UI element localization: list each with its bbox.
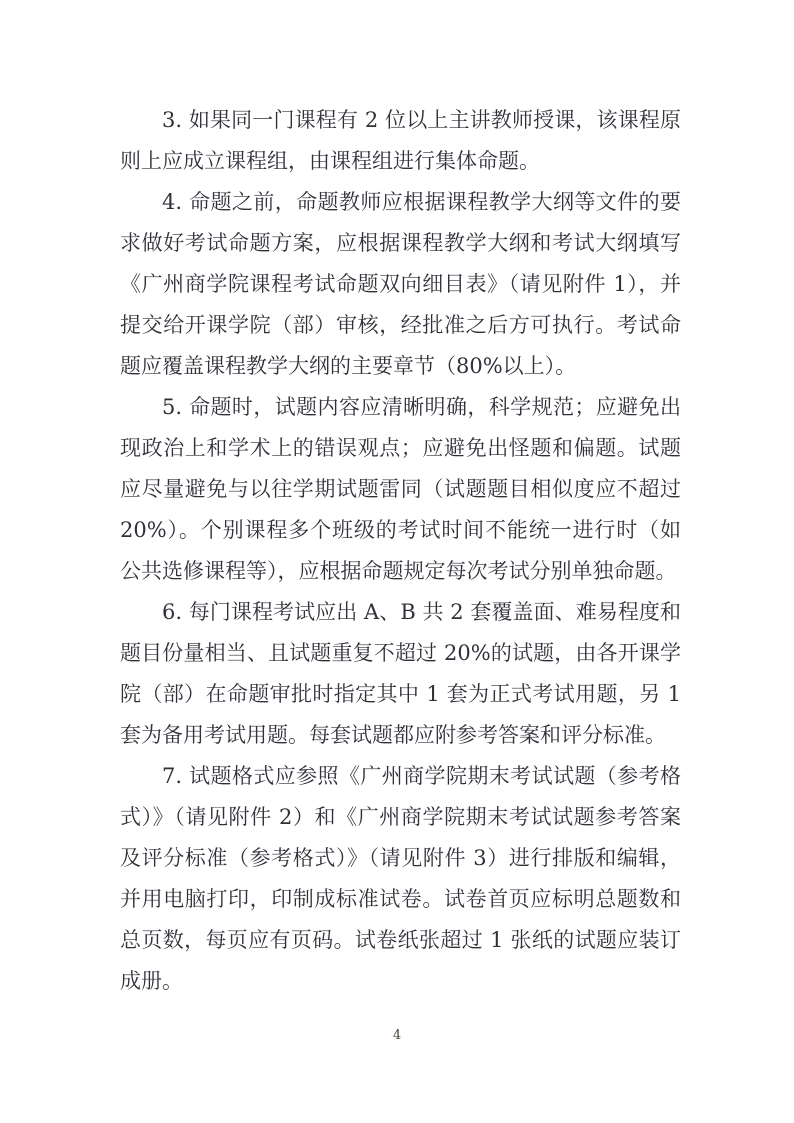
document-body [120, 100, 681, 1002]
page-footer [0, 1024, 794, 1044]
paragraph-item-5: 5. 命题时，试题内容应清晰明确，科学规范；应避免出现政治上和学术上的错误观点；应避免出怪题和偏题。试题应尽量避免与以往学期试题雷同（试题题目相似度应不超过 20%）。个别课程多个班级的考试时间不能统一进行时（如公共选修课程等），应根据命题规定每次考试分别单独命题。 [120, 395, 681, 583]
paragraph-item-6: 6. 每门课程考试应出 A、B 共 2 套覆盖面、难易程度和题目份量相当、且试题重复不超过 20%的试题，由各开课学院（部）在命题审批时指定其中 1 套为正式考试用题，另 1 套为备用考试用题。每套试题都应附参考答案和评分标准。 [120, 600, 681, 747]
paragraph-item-4: 4. 命题之前，命题教师应根据课程教学大纲等文件的要求做好考试命题方案，应根据课程教学大纲和考试大纲填写《广州商学院课程考试命题双向细目表》（请见附件 1），并提交给开课学院（部）审核，经批准之后方可执行。考试命题应覆盖课程教学大纲的主要章节（80%以上）。 [120, 190, 681, 378]
paragraph-item-7: 7. 试题格式应参照《广州商学院期末考试试题（参考格式）》（请见附件 2）和《广州商学院期末考试试题参考答案及评分标准（参考格式）》（请见附件 3）进行排版和编辑，并用电脑打印，印制成标准试卷。试卷首页应标明总题数和总页数，每页应有页码。试卷纸张超过 1 张纸的试题应装订成册。 [120, 764, 681, 993]
paragraph-item-3: 3. 如果同一门课程有 2 位以上主讲教师授课，该课程原则上应成立课程组，由课程组进行集体命题。 [120, 108, 681, 173]
page-number: 4 [392, 1028, 402, 1043]
